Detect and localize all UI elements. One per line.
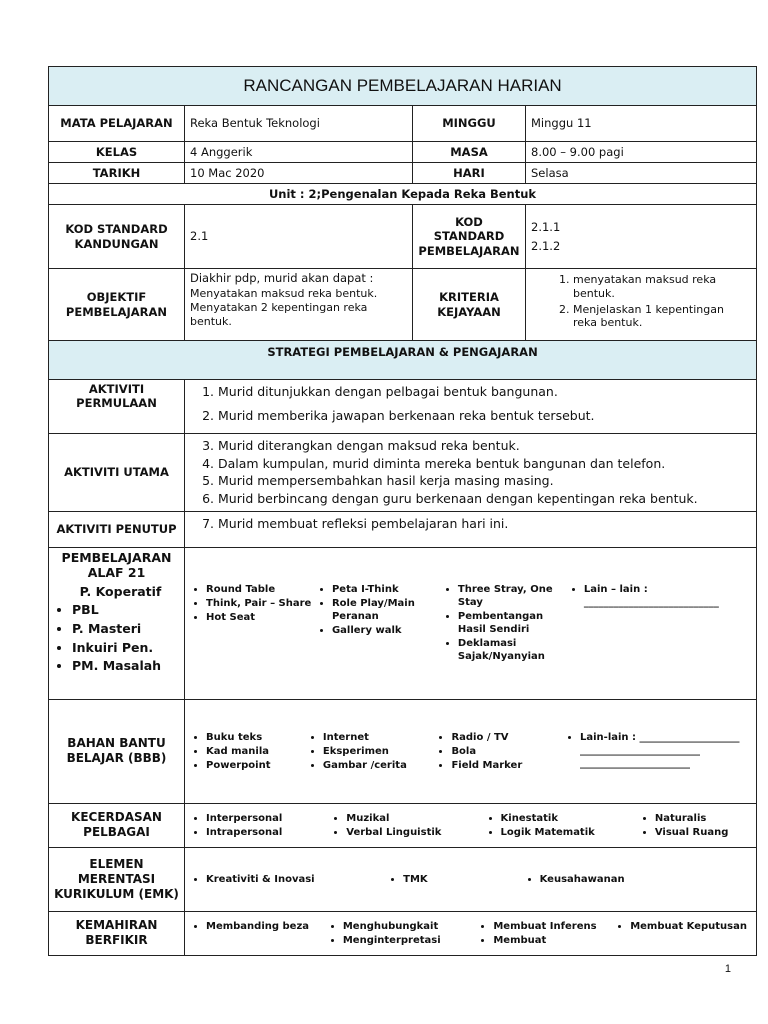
masa-label: MASA: [413, 142, 526, 163]
kecerdasan-option: • Visual Ruang: [655, 826, 751, 839]
pak21-option: • Role Play/Main Peranan: [332, 597, 442, 623]
bbb-options: [185, 699, 757, 803]
berfikir-option: • Membuat Keputusan: [630, 920, 751, 933]
bbb-option: • Radio / TV: [451, 731, 564, 744]
kriteria-label: KRITERIA KEJAYAAN: [413, 269, 526, 341]
activity-item: 6. Murid berbincang dengan guru berkenaan dengan kepentingan reka bentuk.: [218, 491, 751, 507]
mata-pelajaran-value: Reka Bentuk Teknologi: [185, 106, 413, 142]
bbb-option: • Buku teks: [206, 731, 307, 744]
bbb-option: • Gambar /cerita: [323, 759, 436, 772]
pak21-options: [185, 547, 757, 699]
activity-item: 4. Dalam kumpulan, murid diminta mereka bentuk bangunan dan telefon.: [218, 456, 751, 472]
strategi-title: STRATEGI PEMBELAJARAN & PENGAJARAN: [49, 341, 757, 380]
kelas-value: 4 Anggerik: [185, 142, 413, 163]
hari-label: HARI: [413, 163, 526, 184]
kod-standard-kandungan-label: KOD STANDARD KANDUNGAN: [49, 205, 185, 269]
aktiviti-penutup-label: AKTIVITI PENUTUP: [49, 511, 185, 547]
pak21-item: • P. Masteri: [72, 621, 179, 637]
kecerdasan-option: • Naturalis: [655, 812, 751, 825]
kecerdasan-option: • Verbal Linguistik: [346, 826, 484, 839]
activity-item: 7. Murid membuat refleksi pembelajaran hari ini.: [218, 516, 751, 532]
pak21-cell: [49, 547, 185, 699]
emk-option: • TMK: [403, 873, 523, 886]
kemahiran-berfikir-options: [185, 911, 757, 955]
pak21-item: P. Koperatif: [79, 583, 162, 599]
pak21-option: • Deklamasi Sajak/Nyanyian: [458, 637, 568, 663]
activity-item: 5. Murid mempersembahkan hasil kerja masing masing.: [218, 473, 751, 489]
kelas-label: KELAS: [49, 142, 185, 163]
pak21-item: • Inkuiri Pen.: [72, 640, 179, 656]
pak21-option: • Three Stray, One Stay: [458, 583, 568, 609]
pak21-option: • Think, Pair – Share: [206, 597, 316, 610]
kriteria-item: 2. Menjelaskan 1 kepentingan reka bentuk.: [573, 303, 751, 331]
bbb-other: • Lain-lain : ____________________ ________________________ ______________________: [580, 731, 751, 770]
pak21-option: • Peta I-Think: [332, 583, 442, 596]
pak21-label: PEMBELAJARAN ALAF 21: [61, 549, 172, 581]
bbb-option: • Bola: [451, 745, 564, 758]
kecerdasan-option: • Kinestatik: [501, 812, 639, 825]
bbb-option: • Powerpoint: [206, 759, 307, 772]
lesson-plan: [48, 66, 756, 956]
kecerdasan-option: • Logik Matematik: [501, 826, 639, 839]
kod-standard-pembelajaran-value: [526, 205, 757, 269]
pak21-item: • PBL: [72, 602, 179, 618]
aktiviti-penutup-list: [185, 511, 757, 547]
kecerdasan-option: • Intrapersonal: [206, 826, 330, 839]
berfikir-option: • Menginterpretasi: [343, 934, 478, 947]
minggu-value: Minggu 11: [526, 106, 757, 142]
pak21-option: • Round Table: [206, 583, 316, 596]
berfikir-option: • Membuat Inferens: [493, 920, 614, 933]
bbb-label: BAHAN BANTU BELAJAR (BBB): [49, 699, 185, 803]
pak21-option: • Hot Seat: [206, 611, 316, 624]
bbb-option: • Internet: [323, 731, 436, 744]
activity-item: 3. Murid diterangkan dengan maksud reka bentuk.: [218, 438, 751, 454]
standard-code: 2.1.2: [531, 238, 561, 253]
pak21-option: • Gallery walk: [332, 624, 442, 637]
kecerdasan-label: KECERDASAN PELBAGAI: [49, 803, 185, 847]
pak21-option: • Pembentangan Hasil Sendiri: [458, 610, 568, 636]
aktiviti-utama-list: [185, 434, 757, 512]
kod-standard-pembelajaran-label: KOD STANDARD PEMBELAJARAN: [413, 205, 526, 269]
pak21-other: • Lain – lain : ___________________________: [584, 583, 751, 609]
emk-label: ELEMEN MERENTASI KURIKULUM (EMK): [49, 847, 185, 911]
kemahiran-berfikir-label: KEMAHIRAN BERFIKIR: [49, 911, 185, 955]
emk-options: [185, 847, 757, 911]
mata-pelajaran-label: MATA PELAJARAN: [49, 106, 185, 142]
aktiviti-permulaan-label: AKTIVITI PERMULAAN: [49, 380, 185, 434]
bbb-option: • Kad manila: [206, 745, 307, 758]
page-number: 1: [724, 963, 731, 975]
kecerdasan-option: • Interpersonal: [206, 812, 330, 825]
berfikir-option: • Membanding beza: [206, 920, 327, 933]
masa-value: 8.00 – 9.00 pagi: [526, 142, 757, 163]
tarikh-value: 10 Mac 2020: [185, 163, 413, 184]
kecerdasan-options: [185, 803, 757, 847]
activity-item: 1. Murid ditunjukkan dengan pelbagai bentuk bangunan.: [218, 384, 751, 400]
bbb-option: • Eksperimen: [323, 745, 436, 758]
pak21-item: • PM. Masalah: [72, 658, 179, 674]
kriteria-value: [526, 269, 757, 341]
page-title: RANCANGAN PEMBELAJARAN HARIAN: [49, 67, 757, 106]
aktiviti-permulaan-list: [185, 380, 757, 434]
tarikh-label: TARIKH: [49, 163, 185, 184]
minggu-label: MINGGU: [413, 106, 526, 142]
emk-option: • Kreativiti & Inovasi: [206, 873, 387, 886]
bbb-option: • Field Marker: [451, 759, 564, 772]
objektif-intro: Diakhir pdp, murid akan dapat :: [190, 271, 374, 285]
objektif-line: Menyatakan maksud reka bentuk.: [190, 287, 378, 301]
objektif-value: [185, 269, 413, 341]
kecerdasan-option: • Muzikal: [346, 812, 484, 825]
objektif-line: Menyatakan 2 kepentingan reka bentuk.: [190, 301, 368, 328]
kriteria-item: 1. menyatakan maksud reka bentuk.: [573, 273, 751, 301]
aktiviti-utama-label: AKTIVITI UTAMA: [49, 434, 185, 512]
berfikir-option: • Membuat: [493, 934, 614, 947]
emk-option: • Keusahawanan: [540, 873, 751, 886]
objektif-label: OBJEKTIF PEMBELAJARAN: [49, 269, 185, 341]
activity-item: 2. Murid memberika jawapan berkenaan reka bentuk tersebut.: [218, 408, 751, 424]
unit-title: Unit : 2;Pengenalan Kepada Reka Bentuk: [49, 184, 757, 205]
standard-code: 2.1.1: [531, 220, 561, 235]
kod-standard-kandungan-value: 2.1: [185, 205, 413, 269]
hari-value: Selasa: [526, 163, 757, 184]
berfikir-option: • Menghubungkait: [343, 920, 478, 933]
lesson-plan-table: [48, 66, 757, 956]
